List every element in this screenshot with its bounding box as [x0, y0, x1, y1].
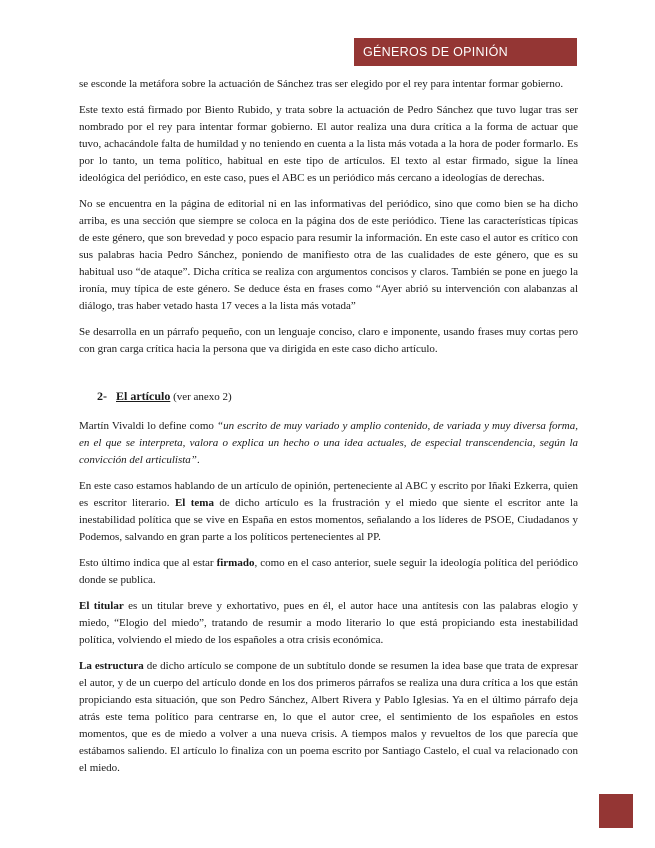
annex-reference: (ver anexo 2) — [170, 391, 232, 403]
paragraph: Se desarrolla en un párrafo pequeño, con un lenguaje conciso, claro e imponente, usando frases muy cortas pero con gran carga crítica hacia la persona que va dirigida en este caso dicho artículo. — [79, 326, 578, 355]
document-body — [79, 76, 578, 786]
section-heading-title: El artículo — [116, 389, 171, 403]
paragraph — [79, 598, 578, 649]
bold-term: firmado — [216, 557, 255, 569]
paragraph: Este texto está firmado por Biento Rubido, y trata sobre la actuación de Pedro Sánchez que tuvo lugar tras ser nombrado por el rey para intentar formar gobierno. El autor realiza una dura crítica a la forma de actuar que tuvo, achacándole falta de humildad y no teniendo en cuenta a la lista más votada a la hora de poder formarlo. Es por lo tanto, un tema político, habitual en este tipo de artículos. El texto al estar firmado, sigue la línea ideológica del periódico, en este caso, pues el ABC es un periódico más cercano a ideologías de derechas. — [79, 104, 578, 184]
text-run: de dicho artículo se compone de un subtítulo donde se resumen la idea base que trata de expresar el autor, y de un cuerpo del artículo donde en los dos primeros párrafos se realiza una dura crítica a los que están propiciando esta situación, que son Pedro Sánchez, Albert Rivera y Pablo Iglesias. Ya en el último párrafo deja atrás este tema político para centrarse en, lo que el autor cree, el sentimiento de los españoles en estos momentos, que es de miedo a volver a una nueva crisis. A tiempos malos y revueltos de los que parecía que estábamos saliendo. El artículo lo finaliza con un poema escrito por Santiago Castelo, el cual va relacionado con el miedo. — [79, 660, 578, 774]
bold-term: La estructura — [79, 660, 144, 672]
section-header — [354, 38, 577, 66]
paragraph — [79, 478, 578, 546]
text-run: , como en el caso anterior, suele seguir la ideología política del periódico donde se publica. — [79, 557, 579, 586]
section-number: 2- — [97, 389, 107, 403]
page-corner-marker — [599, 794, 633, 828]
text-run: es un titular breve y exhortativo, pues en él, el autor hace una antítesis con las palabras elogio y miedo, “Elogio del miedo”, tratando de resumir a modo literario lo que está propiciando esta inestabilidad política, volviendo el miedo de los españoles a otra crisis económica. — [79, 600, 578, 646]
section-title: GÉNEROS DE OPINIÓN — [363, 45, 509, 59]
section-heading — [97, 388, 578, 406]
text-run: En este caso estamos hablando de un artículo de opinión, perteneciente al ABC y escrito por Iñaki Ezkerra, quien es escritor literario. — [79, 480, 578, 509]
bold-term: El tema — [174, 497, 214, 509]
paragraph: No se encuentra en la página de editorial ni en las informativas del periódico, sino que como bien se ha dicho arriba, es una sección que siempre se coloca en la página dos de este periódico. Tiene las características típicas de este género, que son brevedad y poco espacio para resumir la información. En este caso el autor es crítico con sus palabras hacia Pedro Sánchez, poniendo de manifiesto otra de las cualidades de este género, que es su habitual uso “de ataque”. Dicha crítica se realiza con argumentos concisos y claros. También se pone en juego la ironía, muy típica de este género. Se deduce ésta en frases como “Ayer abrió su intervención con alabanzas al diálogo, tras haber vetado hasta 17 veces a la lista más votada” — [79, 198, 578, 312]
paragraph — [79, 658, 578, 777]
text-run: Martín Vivaldi lo define como — [79, 420, 218, 432]
text-run: . — [196, 454, 200, 466]
paragraph — [79, 418, 578, 469]
text-run: de dicho artículo es la frustración y el miedo que siente el escritor ante la inestabilidad política que se vive en España en estos momentos, señalando a los líderes de PSOE, Ciudadanos y Podemos, salvando en gran parte a los políticos pertenecientes al PP. — [79, 497, 578, 543]
paragraph: se esconde la metáfora sobre la actuación de Sánchez tras ser elegido por el rey para intentar formar gobierno. — [79, 78, 564, 90]
bold-term: El titular — [79, 600, 124, 612]
paragraph — [79, 555, 578, 589]
definition-quote: “un escrito de muy variado y amplio contenido, de variada y muy diversa forma, en el que se interpreta, valora o explica un hecho o una idea actuales, de especial transcendencia, según la convicción del articulista” — [79, 420, 578, 466]
text-run: Esto último indica que al estar — [79, 557, 217, 569]
